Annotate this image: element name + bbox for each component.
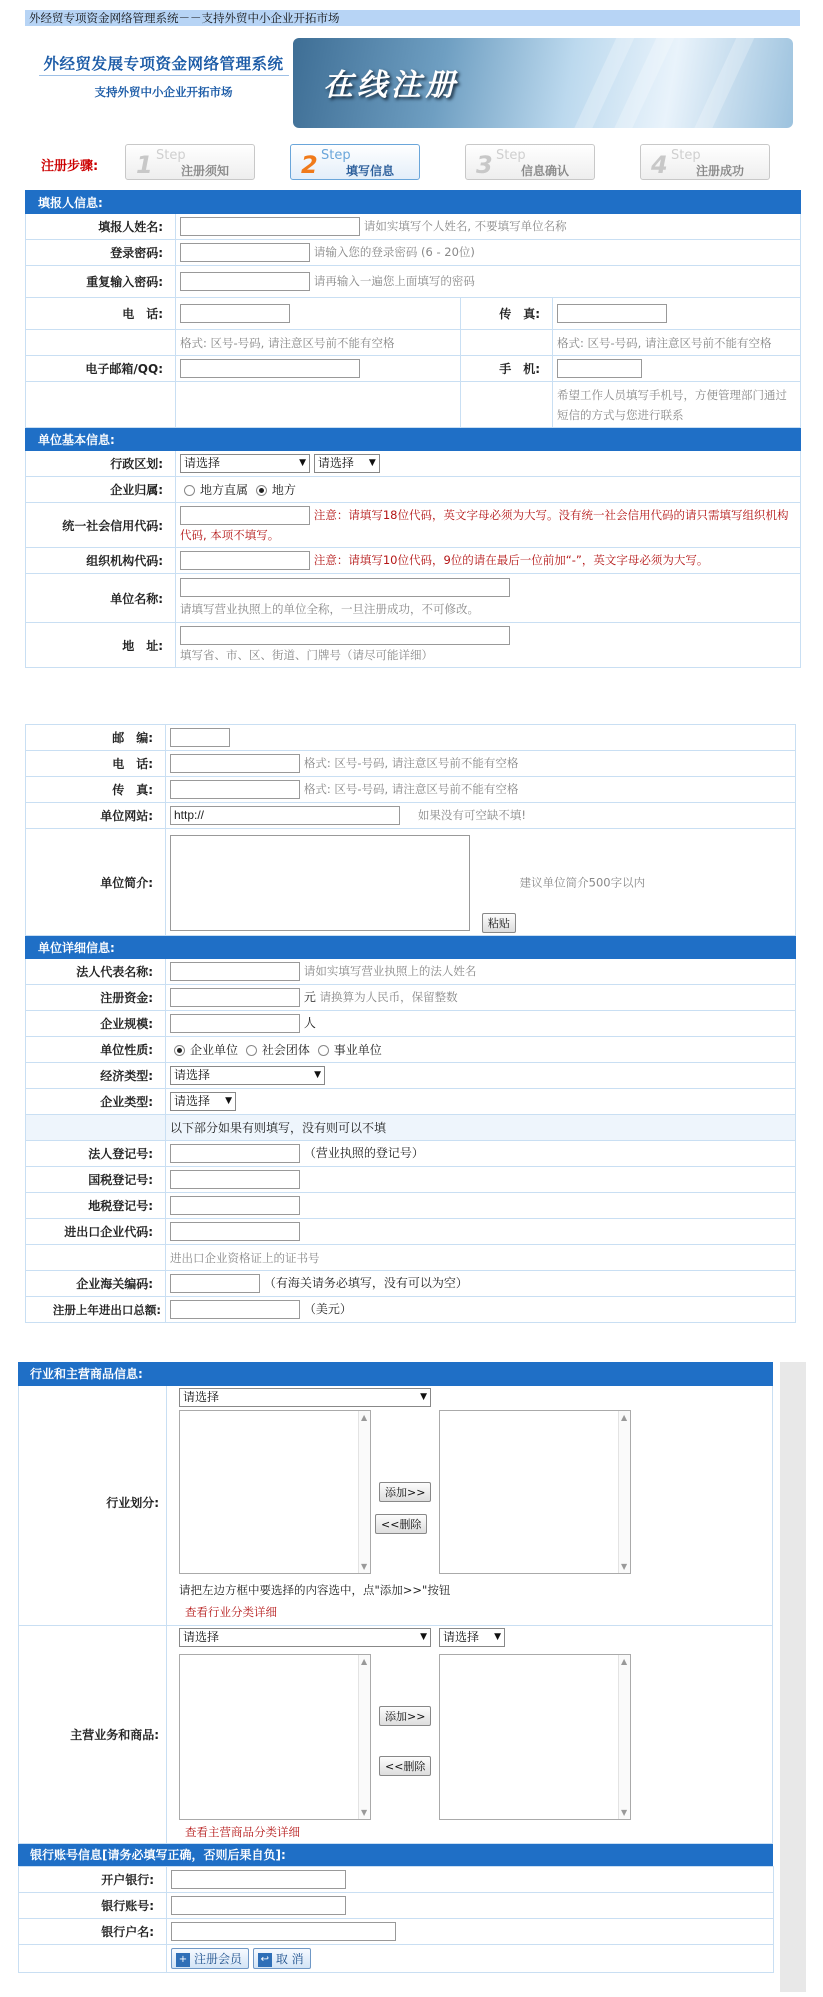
product-row	[18, 1626, 773, 1844]
step-3	[465, 144, 595, 180]
industry-select[interactable]: 请选择 ▼	[179, 1388, 431, 1407]
unit-fax-input[interactable]	[170, 780, 300, 799]
section-header-bank: 银行账号信息[请务必填写正确，否则后果自负]:	[18, 1844, 773, 1866]
nature-radio-enterprise[interactable]	[174, 1045, 185, 1056]
org-code-label: 组织机构代码:	[26, 548, 176, 574]
scale-unit: 人	[303, 1016, 316, 1030]
step-name: 填写信息	[346, 164, 395, 178]
ie-code-label: 进出口企业代码:	[26, 1219, 166, 1245]
nature-option-label: 事业单位	[333, 1043, 382, 1057]
national-tax-input[interactable]	[170, 1170, 300, 1189]
product-select-1[interactable]: 请选择 ▼	[179, 1628, 431, 1647]
email-input[interactable]	[180, 359, 360, 378]
legal-reg-label: 法人登记号:	[26, 1141, 166, 1167]
cancel-button[interactable]: ↩ 取 消	[253, 1948, 311, 1969]
password-repeat-label: 重复输入密码:	[26, 266, 176, 298]
step-number: 1	[136, 151, 153, 179]
step-word: Step	[156, 148, 186, 163]
bank-owner-input[interactable]	[171, 1922, 396, 1941]
belong-option-direct-label: 地方直属	[200, 483, 249, 497]
website-label: 单位网站:	[26, 803, 166, 829]
cancel-icon: ↩	[258, 1953, 272, 1967]
phone-label: 电 话:	[26, 298, 176, 330]
intro-hint: 建议单位简介500字以内	[519, 875, 646, 890]
step-name: 注册须知	[181, 164, 230, 178]
industry-source-list[interactable]: ▲ ▼	[179, 1410, 371, 1574]
step-word: Step	[671, 148, 701, 163]
register-icon: +	[176, 1953, 190, 1967]
password-repeat-hint: 请再输入一遍您上面填写的密码	[313, 274, 475, 288]
industry-add-button[interactable]: 添加>>	[379, 1482, 431, 1502]
logo-divider	[39, 75, 289, 76]
ie-code-input[interactable]	[170, 1222, 300, 1241]
industry-target-list[interactable]: ▲ ▼	[439, 1410, 631, 1574]
step-1	[125, 144, 255, 180]
unit-name-hint: 请填写营业执照上的单位全称，一旦注册成功，不可修改。	[180, 602, 479, 616]
mobile-label: 手 机:	[461, 356, 553, 382]
ie-total-label: 注册上年进出口总额:	[26, 1297, 166, 1323]
nature-label: 单位性质:	[26, 1037, 166, 1063]
scale-label: 企业规模:	[26, 1011, 166, 1037]
system-title-bar: 外经贸专项资金网络管理系统－－支持外贸中小企业开拓市场	[25, 10, 800, 26]
product-detail-link[interactable]: 查看主营商品分类详细	[185, 1825, 300, 1839]
email-label: 电子邮箱/QQ:	[26, 356, 176, 382]
step-2	[290, 144, 420, 180]
customs-code-hint: （有海关请务必填写，没有可以为空）	[263, 1276, 468, 1290]
fax-hint: 格式: 区号-号码, 请注意区号前不能有空格	[553, 330, 801, 356]
page-seam	[0, 710, 823, 724]
legal-reg-input[interactable]	[170, 1144, 300, 1163]
header-banner	[25, 30, 800, 132]
intro-label: 单位简介:	[26, 829, 166, 936]
capital-unit: 元	[303, 990, 316, 1004]
postcode-label: 邮 编:	[26, 725, 166, 751]
address-label: 地 址:	[26, 623, 176, 668]
product-remove-button[interactable]: <<删除	[379, 1756, 431, 1776]
bank-account-input[interactable]	[171, 1896, 346, 1915]
belong-option-local-label: 地方	[271, 483, 296, 497]
website-hint: 如果没有可空缺不填!	[417, 808, 526, 822]
ie-total-hint: （美元）	[303, 1302, 352, 1316]
bank-table	[18, 1866, 774, 1973]
postcode-input[interactable]	[170, 728, 230, 747]
econ-type-label: 经济类型:	[26, 1063, 166, 1089]
belong-radio-direct[interactable]	[184, 485, 195, 496]
ie-code-hint: 进出口企业资格证上的证书号	[166, 1245, 796, 1271]
fax-input[interactable]	[557, 304, 667, 323]
mobile-hint: 希望工作人员填写手机号，方便管理部门通过短信的方式与您进行联系	[553, 382, 801, 428]
product-select-2[interactable]: 请选择 ▼	[439, 1628, 505, 1647]
section-header-industry: 行业和主营商品信息:	[18, 1362, 773, 1386]
address-input[interactable]	[180, 626, 510, 645]
unit-detail-table	[25, 724, 796, 1323]
password-label: 登录密码:	[26, 240, 176, 266]
product-target-list[interactable]: ▲ ▼	[439, 1654, 631, 1820]
unit-name-label: 单位名称:	[26, 574, 176, 623]
local-tax-input[interactable]	[170, 1196, 300, 1215]
industry-instruction: 请把左边方框中要选择的内容选中，点"添加>>"按钮	[179, 1583, 451, 1597]
nature-option-label: 社会团体	[261, 1043, 310, 1057]
bank-owner-label: 银行户名:	[19, 1919, 167, 1945]
website-input[interactable]: http://	[170, 806, 400, 825]
section-header-detail: 单位详细信息:	[26, 936, 796, 959]
step-name: 注册成功	[696, 164, 745, 178]
customs-code-label: 企业海关编码:	[26, 1271, 166, 1297]
legal-rep-label: 法人代表名称:	[26, 959, 166, 985]
unit-fax-hint: 格式: 区号-号码, 请注意区号前不能有空格	[303, 782, 519, 796]
capital-hint: 请换算为人民币，保留整数	[319, 990, 458, 1004]
step-number: 2	[301, 151, 318, 179]
unit-name-input[interactable]	[180, 578, 510, 597]
mobile-input[interactable]	[557, 359, 642, 378]
unit-phone-hint: 格式: 区号-号码, 请注意区号前不能有空格	[303, 756, 519, 770]
unit-fax-label: 传 真:	[26, 777, 166, 803]
industry-bank-panel	[18, 1362, 773, 1982]
step-number: 3	[476, 151, 493, 179]
legal-reg-hint: （营业执照的登记号）	[303, 1146, 424, 1160]
bank-account-label: 银行账号:	[19, 1893, 167, 1919]
system-logo-title: 外经贸发展专项资金网络管理系统	[43, 55, 284, 73]
unit-phone-label: 电 话:	[26, 751, 166, 777]
capital-label: 注册资金:	[26, 985, 166, 1011]
credit-code-input[interactable]	[180, 506, 310, 525]
nature-radio-public[interactable]	[318, 1045, 329, 1056]
capital-input[interactable]	[170, 988, 300, 1007]
step-name: 信息确认	[521, 164, 570, 178]
product-label: 主营业务和商品:	[70, 1728, 159, 1742]
section-header-unit: 单位基本信息:	[26, 428, 801, 451]
banner-image	[293, 38, 793, 128]
intro-textarea[interactable]	[170, 835, 470, 931]
legal-rep-hint: 请如实填写营业执照上的法人姓名	[303, 964, 477, 978]
industry-row	[18, 1386, 773, 1626]
credit-code-note: 注意：请填写18位代码，英文字母必须为大写。没有统一社会信用代码的请只需填写组织机构代码, 本项不填写。	[180, 508, 789, 542]
section-header-filler: 填报人信息:	[26, 191, 801, 214]
nature-radio-social[interactable]	[246, 1045, 257, 1056]
filler-name-hint: 请如实填写个人姓名, 不要填写单位名称	[363, 219, 567, 233]
optional-note: 以下部分如果有则填写，没有则可以不填	[166, 1115, 796, 1141]
product-add-button[interactable]: 添加>>	[379, 1706, 431, 1726]
banner-image-text: 在线注册	[323, 68, 459, 103]
credit-code-label: 统一社会信用代码:	[26, 503, 176, 548]
fax-label: 传 真:	[461, 298, 553, 330]
bank-name-label: 开户银行:	[19, 1867, 167, 1893]
registration-steps	[25, 142, 800, 182]
step-4	[640, 144, 770, 180]
region-select-1[interactable]: 请选择 ▼	[180, 454, 310, 473]
industry-remove-button[interactable]: <<删除	[375, 1514, 427, 1534]
right-gutter	[780, 1362, 806, 1992]
paste-button[interactable]: 粘贴	[482, 913, 516, 933]
belong-radio-local[interactable]	[256, 485, 267, 496]
address-hint: 填写省、市、区、街道、门牌号（请尽可能详细）	[180, 648, 433, 662]
step-word: Step	[321, 148, 351, 163]
phone-input[interactable]	[180, 304, 290, 323]
password-repeat-input[interactable]	[180, 272, 310, 291]
org-code-note: 注意：请填写10位代码，9位的请在最后一位前加“-”，英文字母必须为大写。	[313, 553, 709, 567]
bank-name-input[interactable]	[171, 1870, 346, 1889]
filler-name-input[interactable]	[180, 217, 360, 236]
unit-phone-input[interactable]	[170, 754, 300, 773]
phone-hint: 格式: 区号-号码, 请注意区号前不能有空格	[176, 330, 461, 356]
ie-total-input[interactable]	[170, 1300, 300, 1319]
industry-label: 行业划分:	[106, 1496, 159, 1510]
industry-detail-link[interactable]: 查看行业分类详细	[185, 1605, 277, 1619]
region-select-2[interactable]: 请选择 ▼	[314, 454, 380, 473]
register-button[interactable]: + 注册会员	[171, 1948, 249, 1969]
customs-code-input[interactable]	[170, 1274, 260, 1293]
nature-option-label: 企业单位	[190, 1043, 239, 1057]
org-code-input[interactable]	[180, 551, 310, 570]
local-tax-label: 地税登记号:	[26, 1193, 166, 1219]
enterprise-type-select[interactable]: 请选择 ▼	[170, 1092, 236, 1111]
product-source-list[interactable]: ▲ ▼	[179, 1654, 371, 1820]
steps-label: 注册步骤:	[41, 159, 99, 174]
step-number: 4	[651, 151, 668, 179]
legal-rep-input[interactable]	[170, 962, 300, 981]
step-word: Step	[496, 148, 526, 163]
econ-type-select[interactable]: 请选择 ▼	[170, 1066, 325, 1085]
national-tax-label: 国税登记号:	[26, 1167, 166, 1193]
region-label: 行政区划:	[26, 451, 176, 477]
system-logo-subtitle: 支持外贸中小企业开拓市场	[94, 85, 233, 99]
password-input[interactable]	[180, 243, 310, 262]
scale-input[interactable]	[170, 1014, 300, 1033]
enterprise-type-label: 企业类型:	[26, 1089, 166, 1115]
belong-label: 企业归属:	[26, 477, 176, 503]
password-hint: 请输入您的登录密码 (6 - 20位)	[313, 245, 475, 259]
filler-name-label: 填报人姓名:	[26, 214, 176, 240]
filler-info-table	[25, 190, 801, 668]
